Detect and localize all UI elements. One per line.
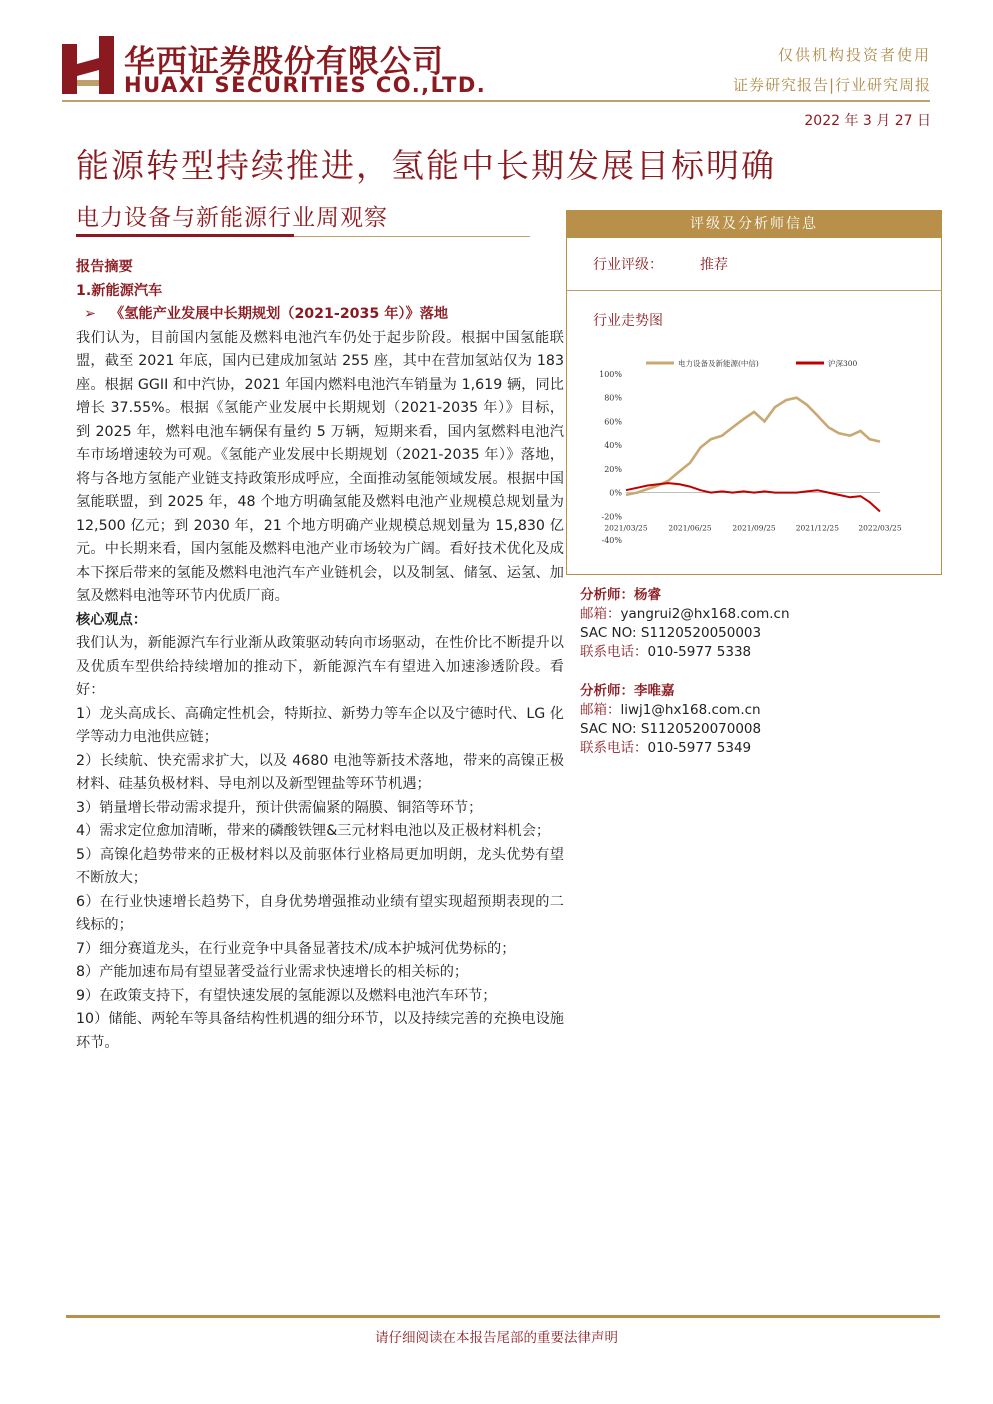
analyst-1-phone: 010-5977 5338 — [647, 644, 752, 660]
analyst-1-sac: S1120520050003 — [640, 625, 762, 641]
huaxi-logo-icon — [62, 36, 114, 94]
summary-heading: 报告摘要 — [76, 259, 133, 275]
analyst-2-email[interactable]: liwj1@hx168.com.cn — [620, 702, 761, 718]
analyst-2-name: 分析师：李唯嘉 — [580, 683, 675, 699]
industry-trend-chart — [596, 352, 914, 550]
x-tick-label: 2022/03/25 — [858, 523, 902, 533]
analyst-1-phone-label: 联系电话： — [580, 644, 648, 660]
series-line-2 — [626, 483, 880, 511]
company-name-en: HUAXI SECURITIES CO.,LTD. — [124, 73, 487, 97]
core-point: 5）高镍化趋势带来的正极材料以及前驱体行业格局更加明朗，龙头优势有望不断放大； — [76, 846, 564, 886]
footer-divider — [66, 1315, 940, 1318]
report-title: 能源转型持续推进，氢能中长期发展目标明确 — [76, 146, 776, 185]
analyst-1-sac-label: SAC NO: — [580, 625, 641, 641]
x-tick-label: 2021/03/25 — [604, 523, 648, 533]
arrow-bullet-icon: ➢ — [84, 306, 96, 322]
y-tick-label: 100% — [599, 370, 622, 379]
analyst-2-phone-label: 联系电话： — [580, 740, 648, 756]
analyst-2-phone: 010-5977 5349 — [647, 740, 752, 756]
analyst-2-sac: S1120520070008 — [640, 721, 762, 737]
analyst-1-name: 分析师：杨睿 — [580, 587, 661, 603]
y-tick-label: 20% — [604, 464, 622, 474]
core-views-heading: 核心观点： — [76, 611, 147, 628]
legend-label: 电力设备及新能源(中信) — [678, 359, 759, 368]
legend-label: 沪深300 — [828, 359, 858, 368]
analyst-1-email[interactable]: yangrui2@hx168.com.cn — [620, 606, 790, 622]
core-point: 7）细分赛道龙头，在行业竞争中具备显著技术/成本护城河优势标的； — [76, 940, 516, 957]
rating-divider — [566, 290, 942, 291]
y-tick-label: -40% — [601, 536, 622, 545]
x-tick-label: 2021/06/25 — [668, 523, 712, 533]
audience-note: 仅供机构投资者使用 — [777, 46, 931, 64]
subtitle-underline-gold — [294, 236, 530, 237]
policy-bullet — [76, 303, 564, 327]
core-point: 10）储能、两轮车等具备结构性机遇的细分环节，以及持续完善的充换电设施环节。 — [76, 1011, 564, 1051]
analyst-card-1 — [580, 586, 790, 662]
summary-column — [76, 256, 564, 1055]
legal-notice: 请仔细阅读在本报告尾部的重要法律声明 — [375, 1330, 618, 1346]
core-views-intro: 我们认为，新能源汽车行业渐从政策驱动转向市场驱动，在性价比不断提升以及优质车型供给持续增加的推动下，新能源汽车有望进入加速渗透阶段。看好： — [76, 635, 564, 698]
company-name-cn: 华西证券股份有限公司 — [124, 44, 444, 80]
y-tick-label: 0% — [609, 488, 622, 498]
analyst-2-sac-label: SAC NO: — [580, 721, 641, 737]
core-points-list — [76, 703, 564, 1056]
rating-value: 推荐 — [700, 257, 728, 273]
core-point: 4）需求定位愈加清晰，带来的磷酸铁锂&三元材料电池以及正极材料机会； — [76, 823, 551, 839]
header-divider — [62, 100, 930, 102]
report-subtitle: 电力设备与新能源行业周观察 — [76, 205, 388, 231]
subtitle-underline — [76, 234, 294, 237]
y-tick-label: 60% — [604, 417, 622, 427]
core-point: 2）长续航、快充需求扩大，以及 4680 电池等新技术落地，带来的高镍正极材料、硅基负极材料、导电剂以及新型锂盐等环节机遇； — [76, 752, 564, 792]
series-line-1 — [626, 398, 880, 495]
policy-bullet-text: 《氢能产业发展中长期规划（2021-2035 年）》落地 — [110, 306, 449, 322]
analyst-card-2 — [580, 682, 761, 758]
core-point: 8）产能加速布局有望显著受益行业需求快速增长的相关标的； — [76, 964, 469, 980]
trend-chart-label: 行业走势图 — [593, 313, 663, 329]
analyst-1-email-label: 邮箱： — [580, 606, 621, 622]
core-point: 1）龙头高成长、高确定性机会，特斯拉、新势力等车企以及宁德时代、LG 化学等动力电池供应链； — [76, 705, 564, 745]
y-tick-label: 80% — [604, 393, 622, 403]
section-ev-heading: 1.新能源汽车 — [76, 282, 163, 299]
rating-label: 行业评级： — [593, 257, 663, 273]
sidebar-header: 评级及分析师信息 — [566, 210, 942, 238]
core-point: 6）在行业快速增长趋势下，自身优势增强推动业绩有望实现超预期表现的二线标的； — [76, 893, 564, 933]
y-tick-label: -20% — [601, 512, 622, 522]
x-tick-label: 2021/09/25 — [732, 523, 776, 533]
report-type: 证券研究报告|行业研究周报 — [732, 76, 931, 94]
report-date: 2022 年 3 月 27 日 — [804, 113, 931, 129]
x-tick-label: 2021/12/25 — [795, 523, 839, 533]
y-tick-label: 40% — [604, 441, 622, 451]
analyst-2-email-label: 邮箱： — [580, 702, 621, 718]
hydrogen-paragraph: 我们认为，目前国内氢能及燃料电池汽车仍处于起步阶段。根据中国氢能联盟，截至 2021 年底，国内已建成加氢站 255 座，其中在营加氢站仅为 183 座。根据 GGII 和中汽协，2021 年国内燃料电池汽车销量为 1,619 辆，同比增长 37.55%。根据《氢能产业发展中长期规划（2021-2035 年）》目标，到 2025 年，燃料电池车辆保有量约 5 万辆，短期来看，国内氢燃料电池汽车市场增速较为可观。《氢能产业发展中长期规划（2021-2035 年）》落地，将与各地方氢能产业链支持政策形成呼应，全面推动氢能领域发展。根据中国氢能联盟，到 2025 年，48 个地方明确氢能及燃料电池产业规模总规划量为 12,500 亿元；到 2030 年，21 个地方明确产业规模总规划量为 15,830 亿元。中长期来看，国内氢能及燃料电池产业市场较为广阔。看好技术优化及成本下探后带来的氢能及燃料电池汽车产业链机会，以及制氢、储氢、运氢、加氢及燃料电池等环节内优质厂商。 — [76, 329, 564, 604]
core-point: 9）在政策支持下，有望快速发展的氢能源以及燃料电池汽车环节； — [76, 987, 497, 1004]
core-point: 3）销量增长带动需求提升，预计供需偏紧的隔膜、铜箔等环节； — [76, 799, 483, 816]
